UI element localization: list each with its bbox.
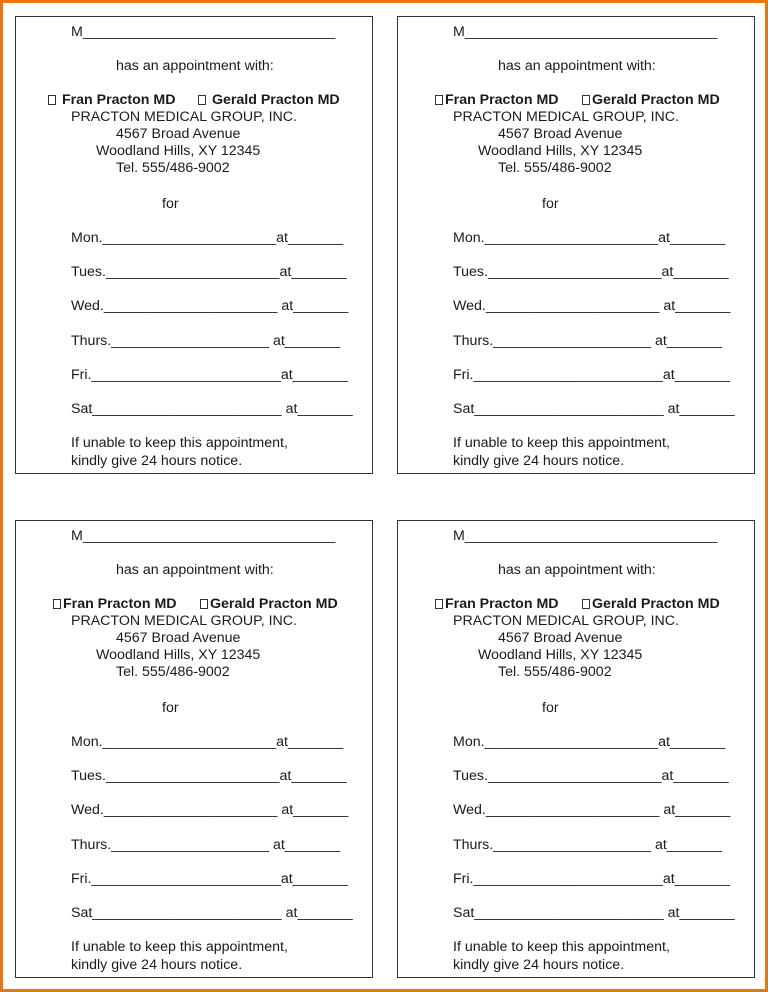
checkbox-icon — [53, 599, 61, 609]
telephone: Tel. 555/486-9002 — [498, 160, 612, 176]
street-address: 4567 Broad Avenue — [116, 630, 241, 646]
street-address: 4567 Broad Avenue — [498, 126, 623, 142]
day-line-wed: Wed.______________________ at_______ — [71, 298, 349, 314]
day-line-tues: Tues.______________________at_______ — [453, 768, 729, 784]
for-label: for — [542, 700, 559, 716]
day-line-tues: Tues.______________________at_______ — [453, 264, 729, 280]
telephone: Tel. 555/486-9002 — [116, 664, 230, 680]
day-line-sat: Sat________________________ at_______ — [71, 401, 353, 417]
group-name: PRACTON MEDICAL GROUP, INC. — [453, 613, 679, 629]
day-line-thurs: Thurs.____________________ at_______ — [453, 837, 723, 853]
checkbox-icon — [582, 599, 590, 609]
city-address: Woodland Hills, XY 12345 — [478, 647, 643, 663]
has-appointment-text: has an appointment with: — [498, 562, 656, 578]
telephone: Tel. 555/486-9002 — [498, 664, 612, 680]
group-name: PRACTON MEDICAL GROUP, INC. — [71, 613, 297, 629]
checkbox-icon — [48, 95, 56, 105]
day-line-thurs: Thurs.____________________ at_______ — [71, 837, 341, 853]
street-address: 4567 Broad Avenue — [498, 630, 623, 646]
appointment-card — [15, 520, 373, 978]
city-address: Woodland Hills, XY 12345 — [478, 143, 643, 159]
day-line-mon: Mon.______________________at_______ — [453, 230, 726, 246]
appointment-card — [397, 520, 755, 978]
day-line-sat: Sat________________________ at_______ — [71, 905, 353, 921]
checkbox-icon — [435, 95, 443, 105]
notice-line-1: If unable to keep this appointment, — [453, 435, 670, 451]
day-line-fri: Fri.________________________at_______ — [71, 367, 348, 383]
doctor-option-gerald: Gerald Practon MD — [582, 596, 720, 613]
patient-name-line: M________________________________ — [453, 24, 718, 40]
city-address: Woodland Hills, XY 12345 — [96, 647, 261, 663]
day-line-wed: Wed.______________________ at_______ — [453, 298, 731, 314]
day-line-tues: Tues.______________________at_______ — [71, 264, 347, 280]
patient-name-line: M________________________________ — [71, 24, 336, 40]
patient-name-line: M________________________________ — [453, 528, 718, 544]
day-line-sat: Sat________________________ at_______ — [453, 401, 735, 417]
has-appointment-text: has an appointment with: — [116, 58, 274, 74]
doctor-option-gerald: Gerald Practon MD — [200, 596, 338, 613]
has-appointment-text: has an appointment with: — [498, 58, 656, 74]
checkbox-icon — [435, 599, 443, 609]
checkbox-icon — [200, 599, 208, 609]
day-line-mon: Mon.______________________at_______ — [71, 230, 344, 246]
day-line-fri: Fri.________________________at_______ — [453, 367, 730, 383]
has-appointment-text: has an appointment with: — [116, 562, 274, 578]
notice-line-2: kindly give 24 hours notice. — [71, 957, 243, 973]
group-name: PRACTON MEDICAL GROUP, INC. — [453, 109, 679, 125]
patient-name-line: M________________________________ — [71, 528, 336, 544]
for-label: for — [542, 196, 559, 212]
doctor-option-gerald: Gerald Practon MD — [198, 92, 340, 109]
day-line-wed: Wed.______________________ at_______ — [453, 802, 731, 818]
day-line-tues: Tues.______________________at_______ — [71, 768, 347, 784]
day-line-mon: Mon.______________________at_______ — [71, 734, 344, 750]
day-line-fri: Fri.________________________at_______ — [453, 871, 730, 887]
city-address: Woodland Hills, XY 12345 — [96, 143, 261, 159]
telephone: Tel. 555/486-9002 — [116, 160, 230, 176]
day-line-mon: Mon.______________________at_______ — [453, 734, 726, 750]
for-label: for — [162, 700, 179, 716]
for-label: for — [162, 196, 179, 212]
doctor-option-gerald: Gerald Practon MD — [582, 92, 720, 109]
street-address: 4567 Broad Avenue — [116, 126, 241, 142]
notice-line-2: kindly give 24 hours notice. — [453, 957, 625, 973]
day-line-thurs: Thurs.____________________ at_______ — [453, 333, 723, 349]
group-name: PRACTON MEDICAL GROUP, INC. — [71, 109, 297, 125]
appointment-card — [397, 16, 755, 474]
doctor-option-fran: Fran Practon MD — [48, 92, 175, 109]
doctor-option-fran: Fran Practon MD — [435, 596, 559, 613]
notice-line-1: If unable to keep this appointment, — [71, 435, 288, 451]
day-line-wed: Wed.______________________ at_______ — [71, 802, 349, 818]
day-line-fri: Fri.________________________at_______ — [71, 871, 348, 887]
checkbox-icon — [198, 95, 206, 105]
day-line-sat: Sat________________________ at_______ — [453, 905, 735, 921]
doctor-option-fran: Fran Practon MD — [435, 92, 559, 109]
appointment-card — [15, 16, 373, 474]
checkbox-icon — [582, 95, 590, 105]
day-line-thurs: Thurs.____________________ at_______ — [71, 333, 341, 349]
notice-line-1: If unable to keep this appointment, — [71, 939, 288, 955]
doctor-option-fran: Fran Practon MD — [53, 596, 177, 613]
notice-line-2: kindly give 24 hours notice. — [453, 453, 625, 469]
notice-line-1: If unable to keep this appointment, — [453, 939, 670, 955]
notice-line-2: kindly give 24 hours notice. — [71, 453, 243, 469]
